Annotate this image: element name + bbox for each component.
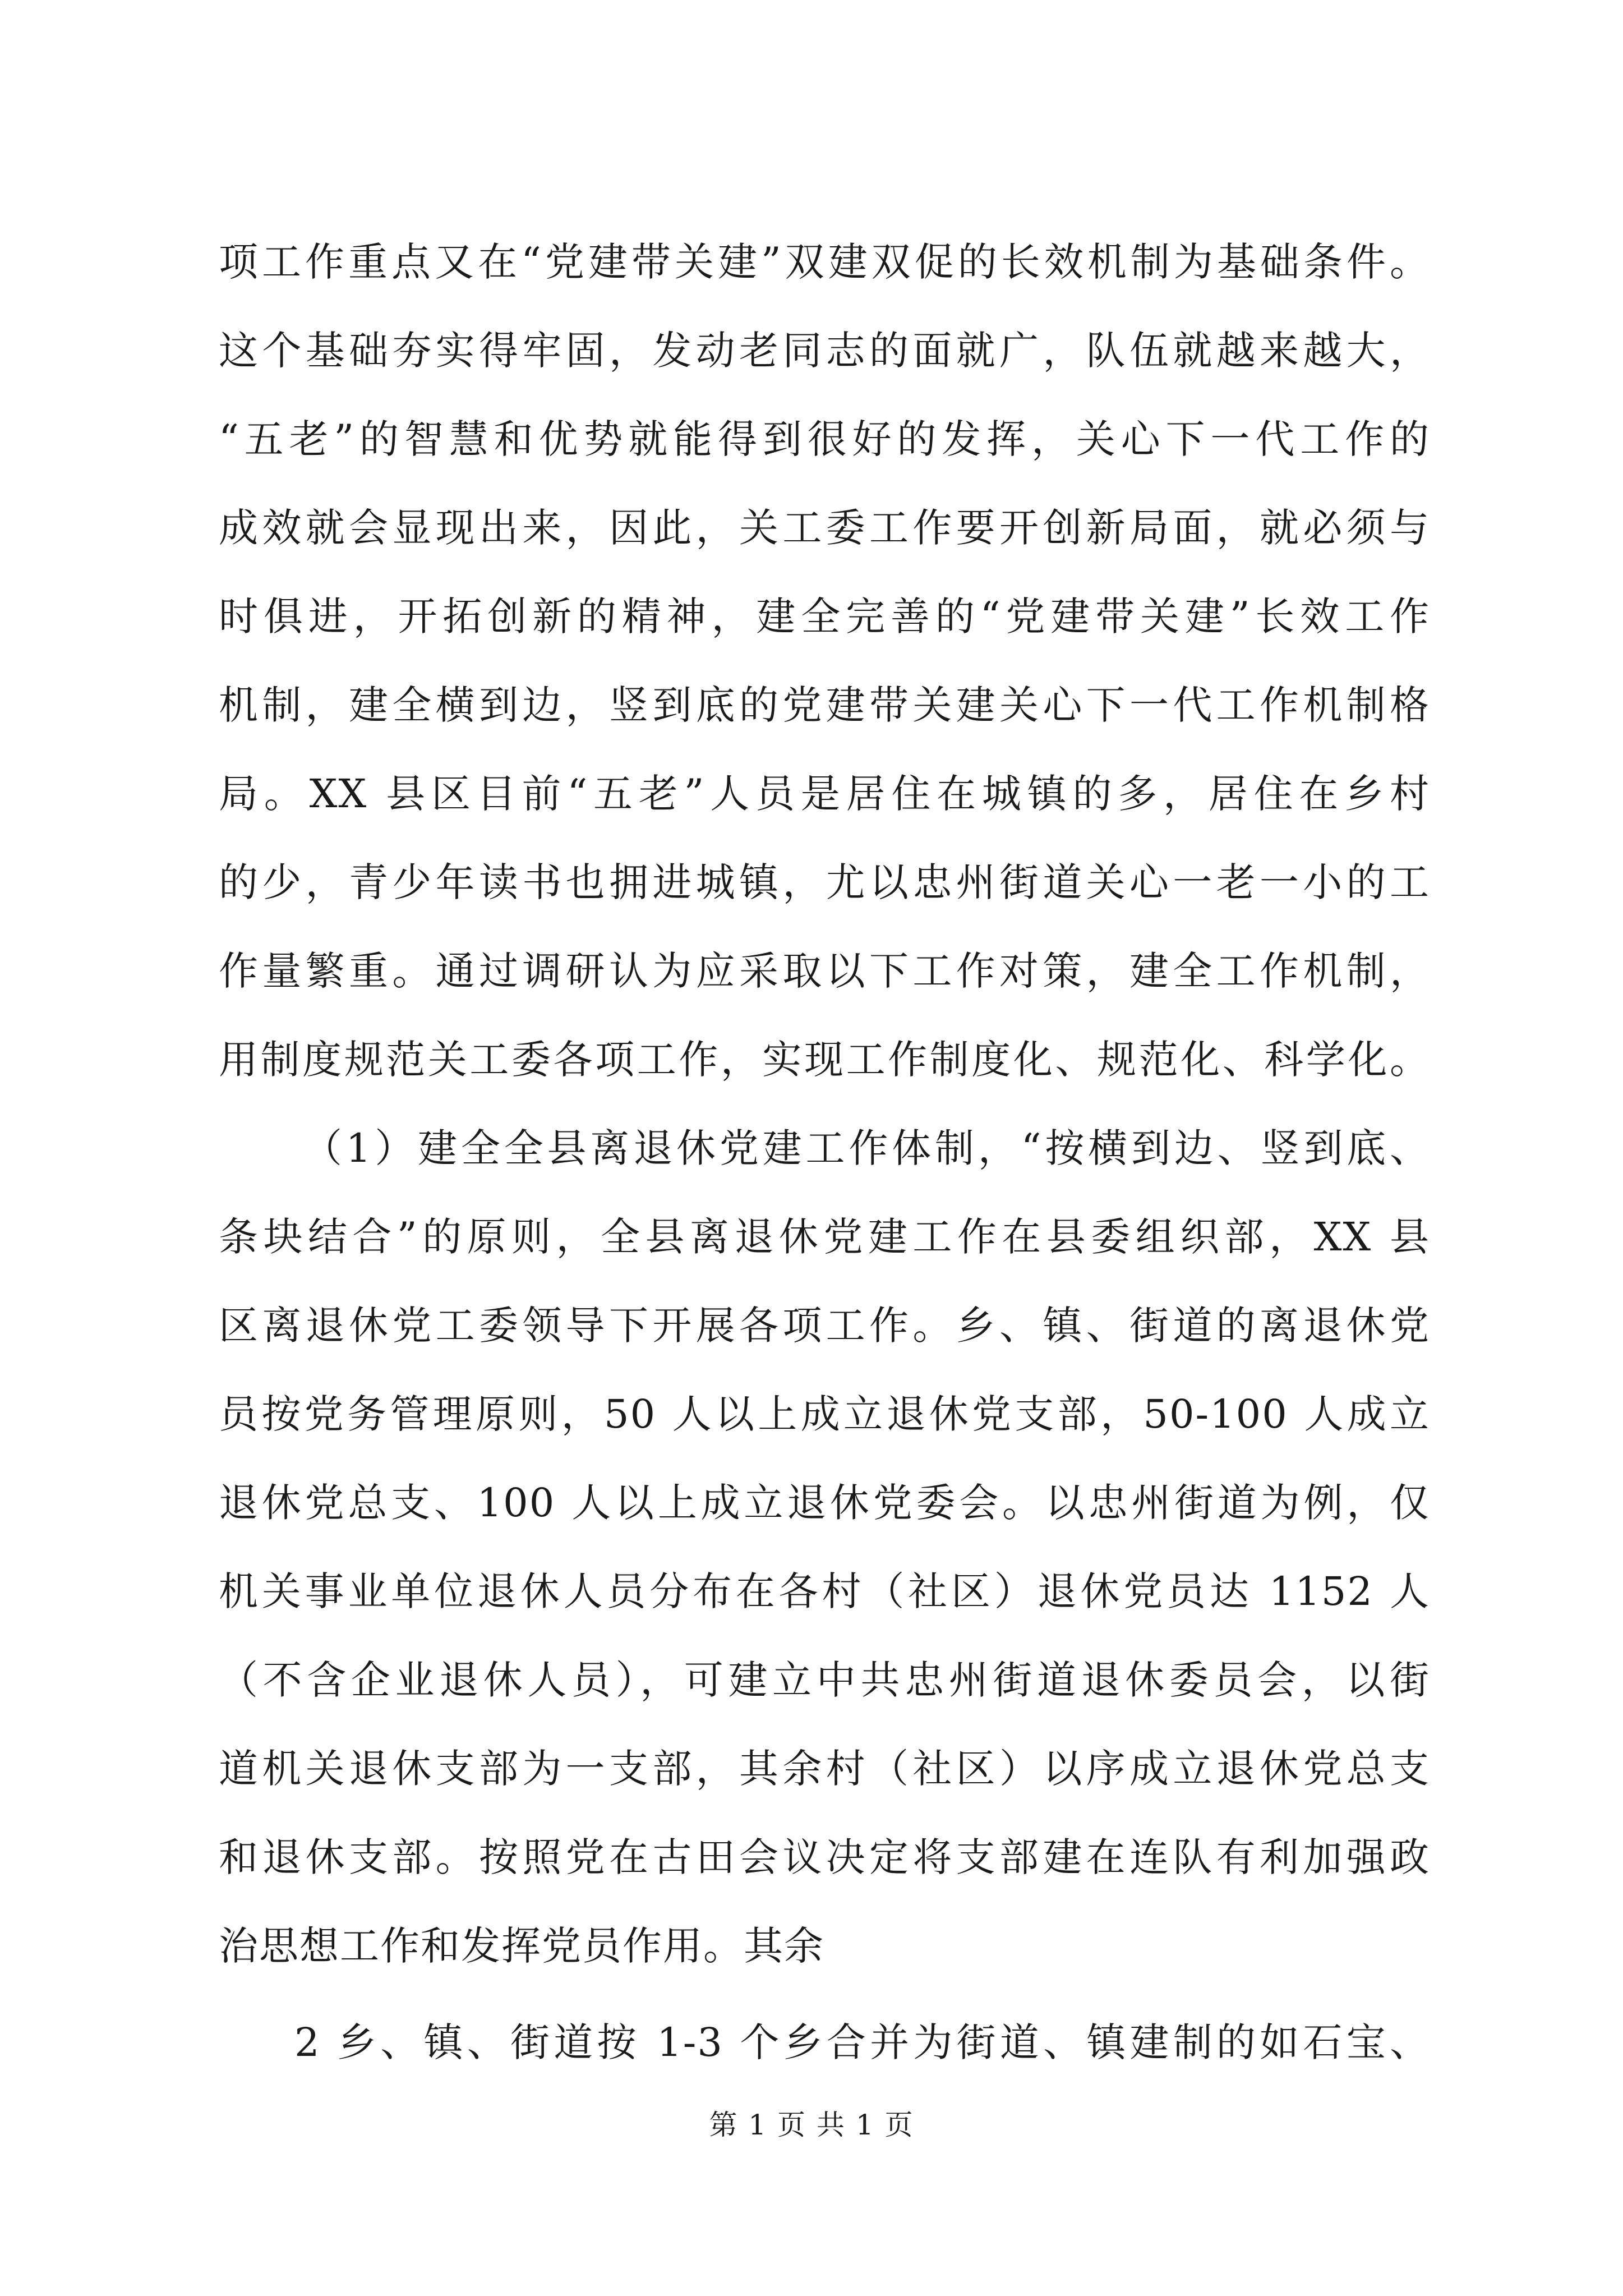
text-line: 2 乡、镇、街道按 1-3 个乡合并为街道、镇建制的如石宝、 (294, 2019, 1430, 2065)
text-line: “五老”的智慧和优势就能得到很好的发挥，关心下一代工作的 (219, 416, 1430, 462)
text-line: 这个基础夯实得牢固，发动老同志的面就广，队伍就越来越大， (219, 328, 1430, 374)
text-line: 项工作重点又在“党建带关建”双建双促的长效机制为基础条件。 (219, 239, 1430, 285)
text-line: 作量繁重。通过调研认为应采取以下工作对策，建全工作机制， (219, 948, 1430, 994)
text-line: 局。XX 县区目前“五老”人员是居住在城镇的多，居住在乡村 (219, 771, 1430, 817)
text-line: 治思想工作和发挥党员作用。其余 (219, 1923, 824, 1969)
text-line: 区离退休党工委领导下开展各项工作。乡、镇、街道的离退休党 (219, 1303, 1430, 1349)
text-line: 机关事业单位退休人员分布在各村（社区）退休党员达 1152 人 (219, 1568, 1430, 1614)
text-line: 时俱进，开拓创新的精神，建全完善的“党建带关建”长效工作 (219, 593, 1430, 639)
text-line: 的少，青少年读书也拥进城镇，尤以忠州街道关心一老一小的工 (219, 859, 1430, 905)
text-line: 条块结合”的原则，全县离退休党建工作在县委组织部，XX 县 (219, 1214, 1430, 1260)
text-line: 和退休支部。按照党在古田会议决定将支部建在连队有利加强政 (219, 1834, 1430, 1880)
text-line: 道机关退休支部为一支部，其余村（社区）以序成立退休党总支 (219, 1746, 1430, 1792)
page-footer: 第 1 页 共 1 页 (709, 2109, 914, 2141)
text-line: 员按党务管理原则，50 人以上成立退休党支部，50-100 人成立 (219, 1391, 1430, 1437)
text-line: （不含企业退休人员），可建立中共忠州街道退休委员会，以街 (219, 1657, 1430, 1703)
text-line: 退休党总支、100 人以上成立退休党委会。以忠州街道为例，仅 (219, 1480, 1430, 1526)
text-line: 机制，建全横到边，竖到底的党建带关建关心下一代工作机制格 (219, 682, 1430, 728)
body-text (219, 218, 1430, 2087)
text-line: 用制度规范关工委各项工作，实现工作制度化、规范化、科学化。 (219, 1037, 1430, 1083)
text-line: 成效就会显现出来，因此，关工委工作要开创新局面，就必须与 (219, 505, 1430, 551)
text-line: （1）建全全县离退休党建工作体制，“按横到边、竖到底、 (303, 1125, 1430, 1171)
